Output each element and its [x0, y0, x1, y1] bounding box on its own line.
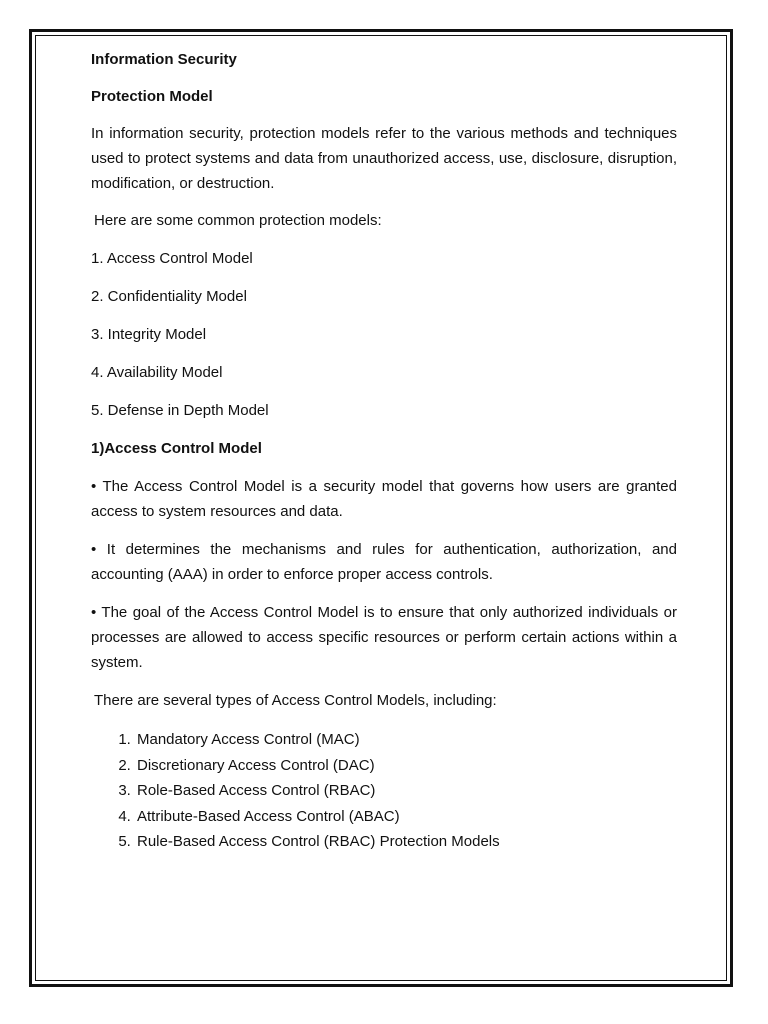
bullet-paragraph: • The Access Control Model is a security model that governs how users are granted access to system resources and data.: [91, 478, 677, 520]
list-item: 3. Role-Based Access Control (RBAC): [135, 778, 677, 804]
section-heading: 1)Access Control Model: [91, 440, 262, 457]
bullet-paragraph: • It determines the mechanisms and rules for authentication, authorization, and accounting (AAA) in order to enforce proper access controls.: [91, 541, 677, 583]
intro-paragraph: In information security, protection models refer to the various methods and techniques used to protect systems and data from unauthorized access, use, disclosure, disruption, modification, or destruction.: [91, 125, 677, 192]
document-title: Information Security: [91, 51, 237, 68]
list-item: 5. Rule-Based Access Control (RBAC) Protection Models: [135, 829, 677, 855]
list-item: 1. Mandatory Access Control (MAC): [135, 727, 677, 753]
list-item: 4. Attribute-Based Access Control (ABAC): [135, 804, 677, 830]
types-intro: There are several types of Access Control Models, including:: [94, 692, 497, 709]
document-body: [91, 47, 677, 855]
access-control-types-list: [91, 727, 677, 855]
document-subtitle: Protection Model: [91, 88, 213, 105]
models-intro: Here are some common protection models:: [94, 212, 382, 229]
model-item: 2. Confidentiality Model: [91, 288, 247, 305]
model-item: 4. Availability Model: [91, 364, 223, 381]
model-item: 1. Access Control Model: [91, 250, 253, 267]
list-item: 2. Discretionary Access Control (DAC): [135, 753, 677, 779]
bullet-paragraph: • The goal of the Access Control Model is to ensure that only authorized individuals or processes are allowed to access specific resources or perform certain actions within a system.: [91, 604, 677, 671]
model-item: 5. Defense in Depth Model: [91, 402, 269, 419]
model-item: 3. Integrity Model: [91, 326, 207, 343]
